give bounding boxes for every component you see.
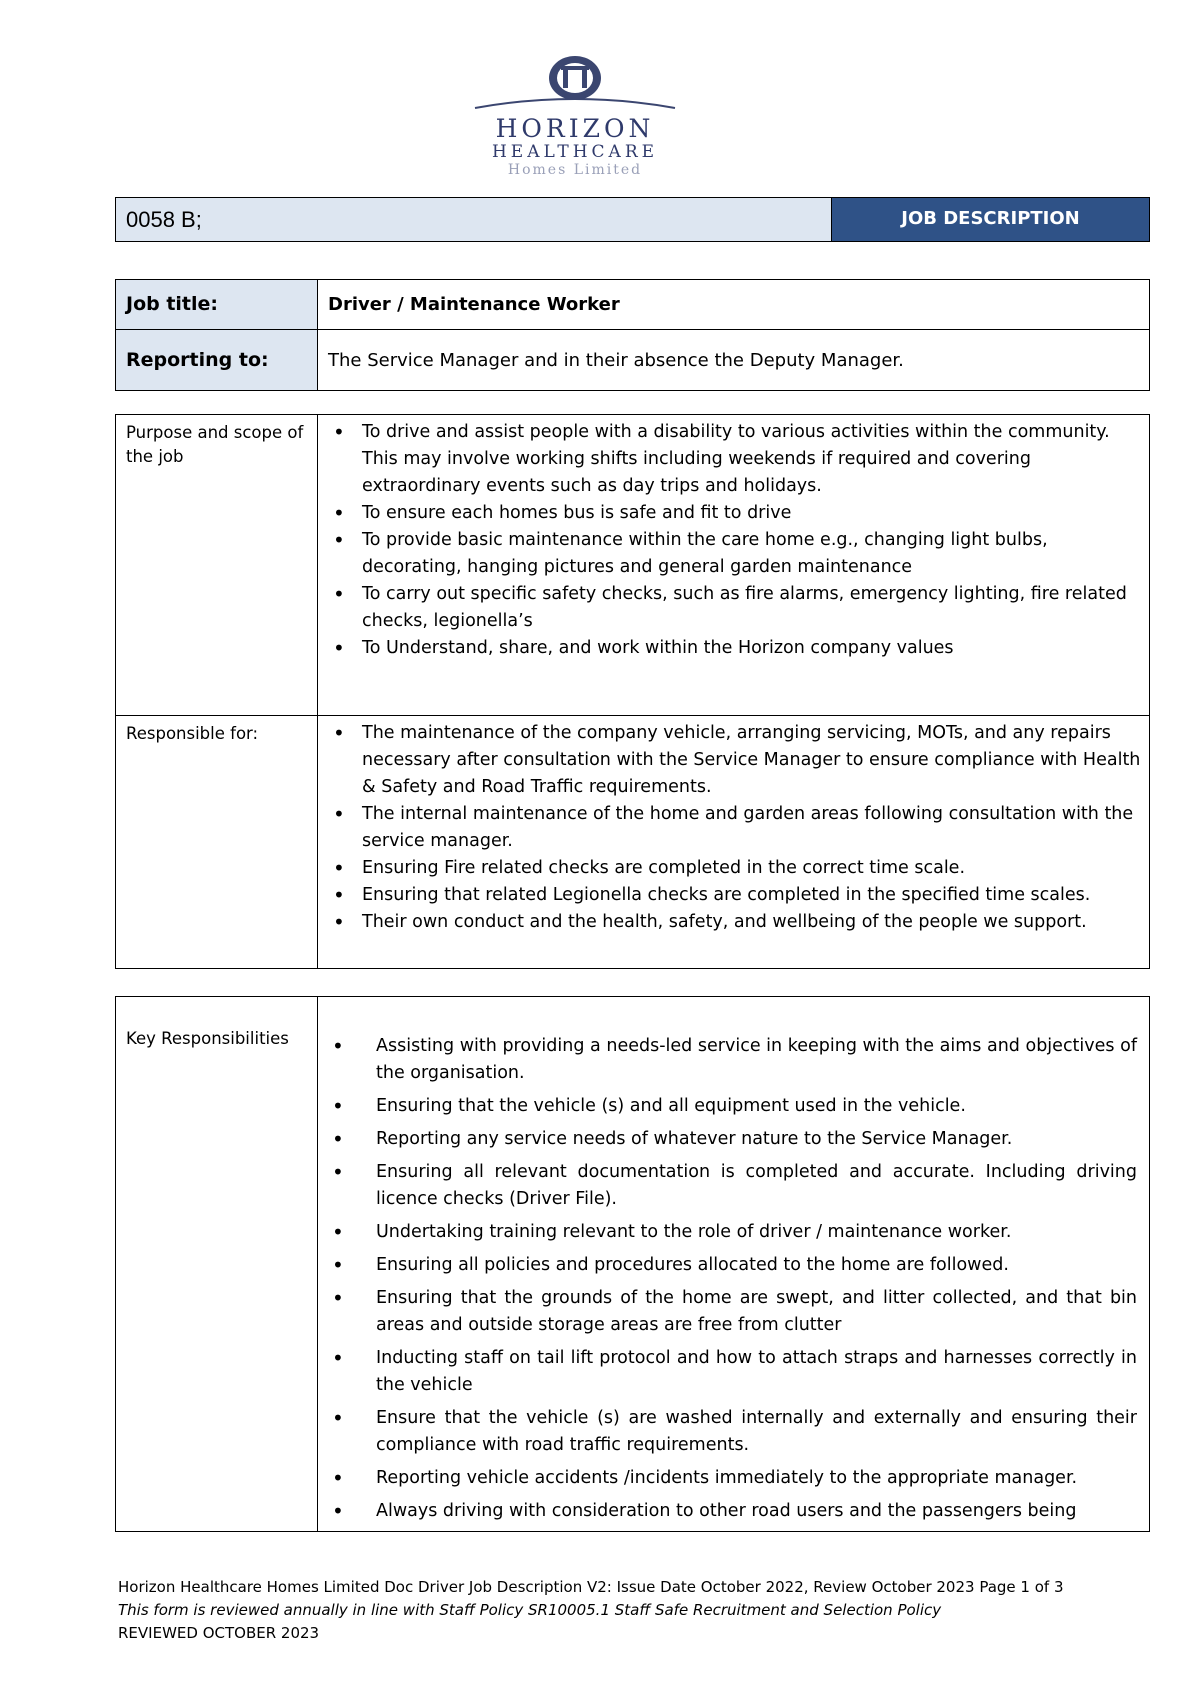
job-title-row [116, 280, 1150, 330]
job-info-table [115, 279, 1150, 391]
key-responsibilities-table [115, 996, 1150, 1532]
list-item: • Inducting staff on tail lift protocol and how to attach straps and harnesses correctly in the vehicle [318, 1345, 1137, 1399]
list-item: • To Understand, share, and work within the Horizon company values [319, 635, 1148, 662]
purpose-label: Purpose and scope of the job [116, 415, 318, 716]
list-item: • Their own conduct and the health, safety, and wellbeing of the people we support. [319, 909, 1148, 936]
purpose-cell [318, 415, 1150, 716]
list-item: • The internal maintenance of the home and garden areas following consultation with the service manager. [319, 801, 1148, 855]
reporting-row [116, 330, 1150, 391]
footer-policy-note: This form is reviewed annually in line with Staff Policy SR10005.1 Staff Safe Recruitment and Selection Policy [118, 1601, 942, 1619]
list-item: • To drive and assist people with a disability to various activities within the community. This may involve working shifts including weekends if required and covering extraordinary events such as day trips and holidays. [319, 419, 1148, 500]
responsible-label: Responsible for: [116, 716, 318, 969]
job-title-label: Job title: [116, 280, 318, 330]
responsible-list [319, 720, 1148, 936]
document-type-label: JOB DESCRIPTION [832, 198, 1149, 241]
list-item: • Ensure that the vehicle (s) are washed internally and externally and ensuring their compliance with road traffic requirements. [318, 1405, 1137, 1459]
purpose-list [319, 419, 1148, 662]
list-item: • Ensuring that the grounds of the home are swept, and litter collected, and that bin areas and outside storage areas are free from clutter [318, 1285, 1137, 1339]
page-footer [118, 1576, 1063, 1645]
responsible-row [116, 716, 1150, 969]
list-item: • Ensuring all policies and procedures allocated to the home are followed. [318, 1252, 1137, 1279]
reporting-value: The Service Manager and in their absence the Deputy Manager. [318, 330, 1150, 391]
logo-line-3: Homes Limited [507, 162, 643, 178]
company-logo [455, 50, 695, 185]
document-code: 0058 B; [116, 198, 832, 241]
horizon-logo-icon [465, 50, 685, 112]
key-responsibilities-cell [318, 997, 1150, 1532]
list-item: • Ensuring that the vehicle (s) and all equipment used in the vehicle. [318, 1093, 1137, 1120]
list-item: • Always driving with consideration to other road users and the passengers being [318, 1498, 1137, 1525]
list-item: • Assisting with providing a needs-led service in keeping with the aims and objectives of the organisation. [318, 1033, 1137, 1087]
list-item: • Ensuring that related Legionella checks are completed in the specified time scales. [319, 882, 1148, 909]
purpose-responsible-table [115, 414, 1150, 969]
key-responsibilities-list [318, 1033, 1137, 1525]
key-responsibilities-label: Key Responsibilities [116, 997, 318, 1532]
list-item: • Ensuring Fire related checks are completed in the correct time scale. [319, 855, 1148, 882]
job-title-value: Driver / Maintenance Worker [318, 280, 1150, 330]
purpose-row [116, 415, 1150, 716]
list-item: • To carry out specific safety checks, such as fire alarms, emergency lighting, fire related checks, legionella’s [319, 581, 1148, 635]
reporting-label: Reporting to: [116, 330, 318, 391]
list-item: • Undertaking training relevant to the role of driver / maintenance worker. [318, 1219, 1137, 1246]
footer-review-note: REVIEWED OCTOBER 2023 [118, 1624, 320, 1642]
list-item: • Ensuring all relevant documentation is completed and accurate. Including driving licence checks (Driver File). [318, 1159, 1137, 1213]
key-row [116, 997, 1150, 1532]
list-item: • To provide basic maintenance within the care home e.g., changing light bulbs, decorating, hanging pictures and general garden maintenance [319, 527, 1148, 581]
list-item: • Reporting any service needs of whatever nature to the Service Manager. [318, 1126, 1137, 1153]
responsible-cell [318, 716, 1150, 969]
footer-doc-info: Horizon Healthcare Homes Limited Doc Driver Job Description V2: Issue Date October 2022, Review October 2023 Page 1 of 3 [118, 1578, 1064, 1596]
logo-line-2: HEALTHCARE [491, 142, 659, 162]
logo-line-1: HORIZON [495, 114, 655, 143]
list-item: • To ensure each homes bus is safe and fit to drive [319, 500, 1148, 527]
document-header [115, 197, 1150, 242]
list-item: • Reporting vehicle accidents /incidents immediately to the appropriate manager. [318, 1465, 1137, 1492]
list-item: • The maintenance of the company vehicle, arranging servicing, MOTs, and any repairs necessary after consultation with the Service Manager to ensure compliance with Health & Safety and Road Traffic requirements. [319, 720, 1148, 801]
